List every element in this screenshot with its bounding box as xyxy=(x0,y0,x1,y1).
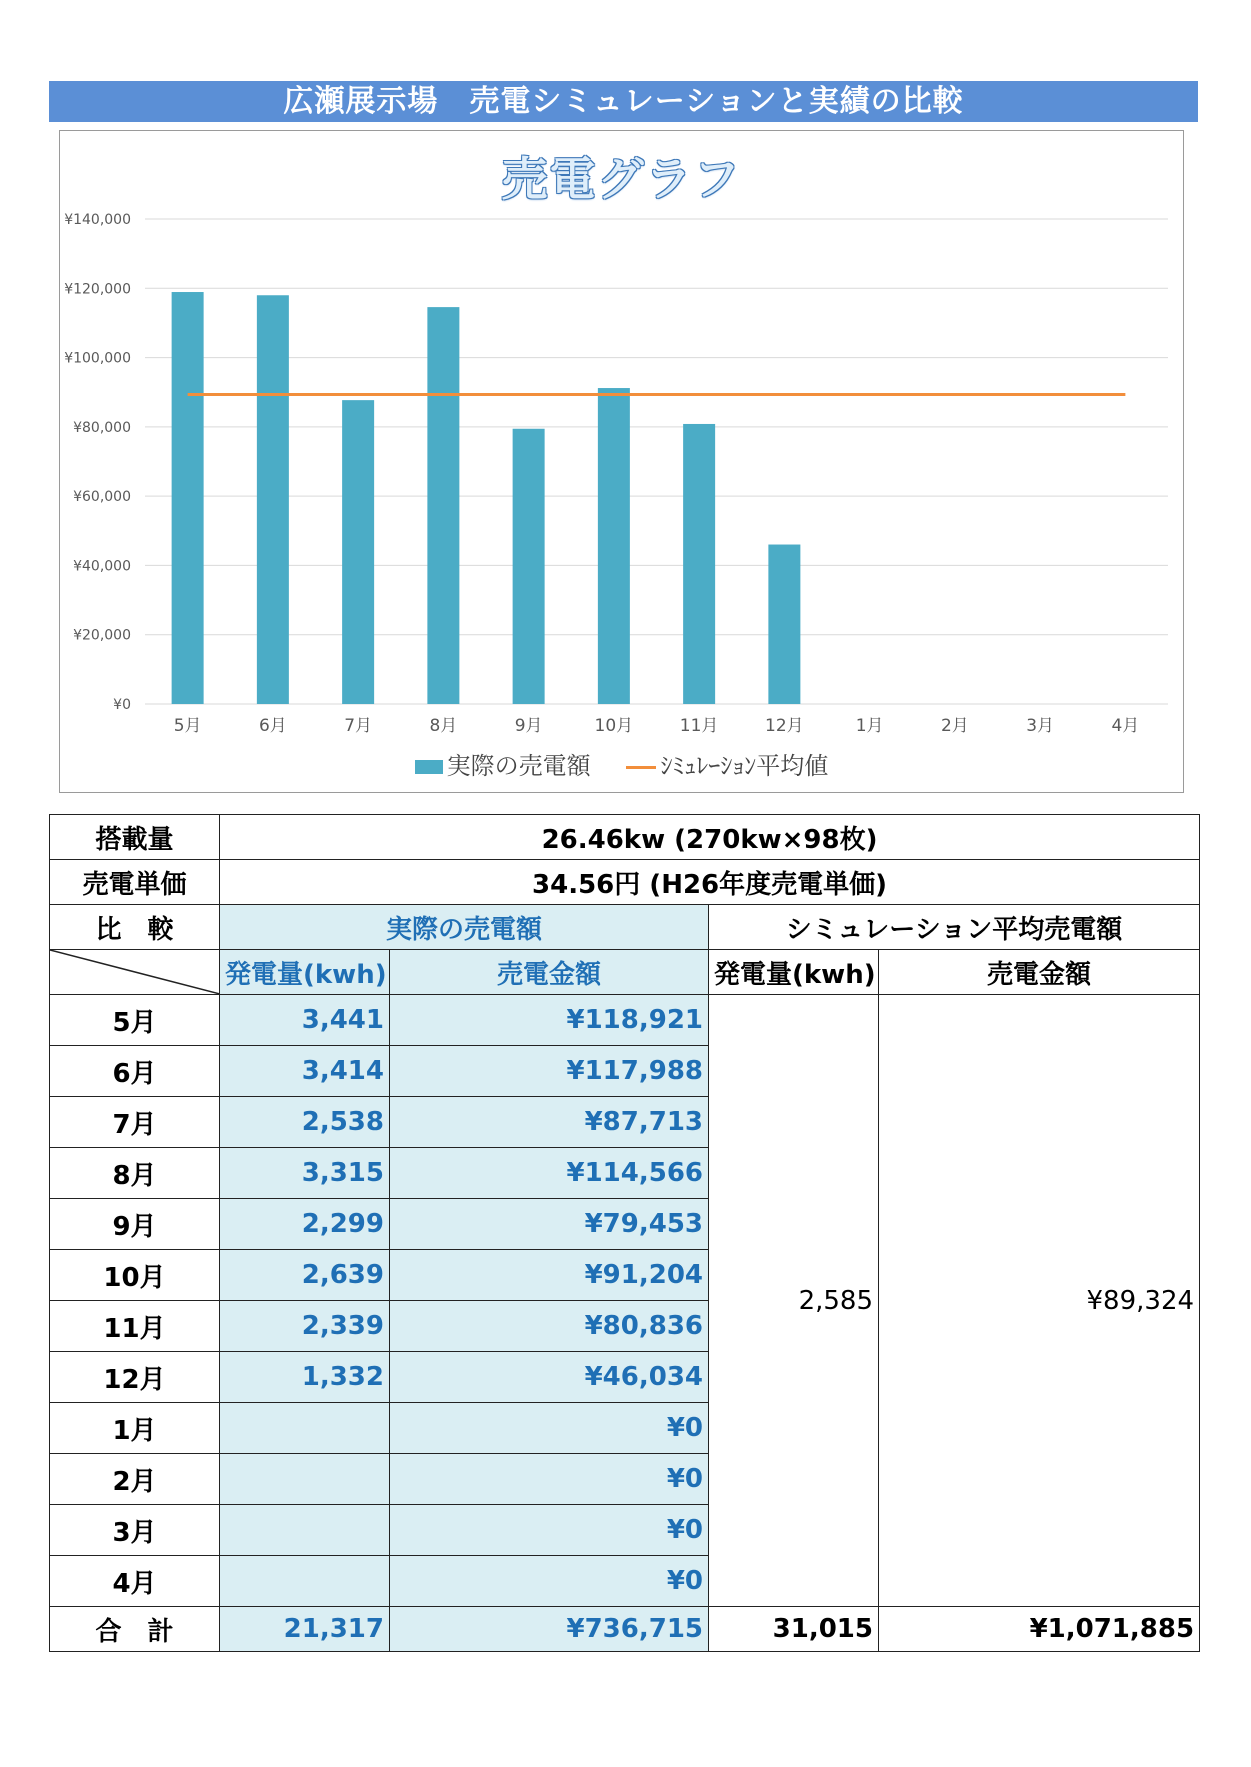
actual-amount-cell: ¥0 xyxy=(390,1556,709,1607)
x-tick-label: 8月 xyxy=(429,716,458,736)
y-tick-label: ¥120,000 xyxy=(64,281,131,298)
legend-label-actual: 実際の売電額 xyxy=(446,752,591,780)
actual-amount-cell: ¥80,836 xyxy=(390,1301,709,1352)
sales-chart xyxy=(59,130,1184,793)
month-cell: 7月 xyxy=(50,1097,220,1148)
month-cell: 4月 xyxy=(50,1556,220,1607)
actual-kwh-cell xyxy=(220,1556,390,1607)
total-row xyxy=(50,1607,1200,1652)
actual-kwh-header: 発電量(kwh) xyxy=(220,950,390,995)
actual-kwh-cell: 2,538 xyxy=(220,1097,390,1148)
page-title-banner: 広瀬展示場 売電シミュレーションと実績の比較 xyxy=(49,81,1198,122)
actual-kwh-cell xyxy=(220,1403,390,1454)
month-cell: 2月 xyxy=(50,1454,220,1505)
month-cell: 8月 xyxy=(50,1148,220,1199)
sim-header: シミュレーション平均売電額 xyxy=(709,905,1200,950)
column-header-row xyxy=(50,950,1200,995)
y-tick-label: ¥100,000 xyxy=(64,350,131,367)
total-sim-amount: ¥1,071,885 xyxy=(879,1607,1200,1652)
bar xyxy=(172,292,204,704)
total-amount: ¥736,715 xyxy=(390,1607,709,1652)
actual-amount-cell: ¥91,204 xyxy=(390,1250,709,1301)
legend-swatch-bar xyxy=(415,760,443,774)
bar xyxy=(257,295,289,704)
chart-title: 売電グラフ xyxy=(501,152,742,206)
actual-kwh-cell: 3,414 xyxy=(220,1046,390,1097)
actual-amount-header: 売電金額 xyxy=(390,950,709,995)
x-tick-label: 3月 xyxy=(1026,716,1055,736)
x-tick-label: 12月 xyxy=(765,716,804,736)
actual-amount-cell: ¥87,713 xyxy=(390,1097,709,1148)
diagonal-corner-cell xyxy=(50,950,220,995)
sim-kwh-cell: 2,585 xyxy=(709,995,879,1607)
x-tick-label: 2月 xyxy=(940,716,969,736)
actual-amount-cell: ¥79,453 xyxy=(390,1199,709,1250)
bar xyxy=(427,307,459,704)
bar xyxy=(513,429,545,704)
total-label: 合 計 xyxy=(50,1607,220,1652)
total-sim-kwh: 31,015 xyxy=(709,1607,879,1652)
month-cell: 5月 xyxy=(50,995,220,1046)
actual-kwh-cell xyxy=(220,1454,390,1505)
x-tick-label: 6月 xyxy=(258,716,287,736)
capacity-label: 搭載量 xyxy=(50,815,220,860)
x-tick-label: 7月 xyxy=(344,716,373,736)
capacity-value: 26.46kw (270kw×98枚) xyxy=(220,815,1200,860)
month-cell: 9月 xyxy=(50,1199,220,1250)
month-cell: 1月 xyxy=(50,1403,220,1454)
compare-header-row xyxy=(50,905,1200,950)
actual-kwh-cell: 3,441 xyxy=(220,995,390,1046)
unit-price-label: 売電単価 xyxy=(50,860,220,905)
bar xyxy=(342,400,374,704)
x-tick-label: 9月 xyxy=(514,716,543,736)
legend-label-sim: ｼﾐｭﾚｰｼｮﾝ平均値 xyxy=(660,752,829,780)
table-row xyxy=(50,995,1200,1046)
y-tick-label: ¥40,000 xyxy=(73,558,131,575)
actual-kwh-cell: 2,339 xyxy=(220,1301,390,1352)
actual-amount-cell: ¥118,921 xyxy=(390,995,709,1046)
y-tick-label: ¥60,000 xyxy=(73,489,131,506)
comparison-table xyxy=(49,814,1200,1652)
x-tick-label: 1月 xyxy=(855,716,884,736)
bar xyxy=(768,545,800,704)
total-kwh: 21,317 xyxy=(220,1607,390,1652)
legend-item-actual xyxy=(415,746,591,781)
bar xyxy=(598,388,630,704)
y-tick-label: ¥80,000 xyxy=(73,419,131,436)
actual-amount-cell: ¥0 xyxy=(390,1454,709,1505)
actual-amount-cell: ¥0 xyxy=(390,1505,709,1556)
capacity-row xyxy=(50,815,1200,860)
month-cell: 12月 xyxy=(50,1352,220,1403)
chart-plot xyxy=(60,131,1183,792)
actual-kwh-cell: 2,639 xyxy=(220,1250,390,1301)
actual-amount-cell: ¥46,034 xyxy=(390,1352,709,1403)
x-tick-label: 4月 xyxy=(1111,716,1140,736)
unit-price-row xyxy=(50,860,1200,905)
chart-legend xyxy=(60,746,1183,781)
legend-swatch-line xyxy=(626,766,656,769)
legend-item-sim xyxy=(626,746,828,781)
y-tick-label: ¥0 xyxy=(113,697,131,713)
bar xyxy=(683,424,715,704)
sim-kwh-header: 発電量(kwh) xyxy=(709,950,879,995)
x-tick-label: 5月 xyxy=(173,716,202,736)
actual-kwh-cell: 3,315 xyxy=(220,1148,390,1199)
actual-amount-cell: ¥117,988 xyxy=(390,1046,709,1097)
x-tick-label: 10月 xyxy=(594,716,634,736)
y-tick-label: ¥20,000 xyxy=(73,627,131,644)
sim-amount-header: 売電金額 xyxy=(879,950,1200,995)
month-cell: 11月 xyxy=(50,1301,220,1352)
month-cell: 10月 xyxy=(50,1250,220,1301)
month-cell: 6月 xyxy=(50,1046,220,1097)
actual-amount-cell: ¥0 xyxy=(390,1403,709,1454)
unit-price-value: 34.56円 (H26年度売電単価) xyxy=(220,860,1200,905)
y-tick-label: ¥140,000 xyxy=(64,212,131,228)
compare-label: 比 較 xyxy=(50,905,220,950)
diagonal-line xyxy=(50,950,220,994)
x-tick-label: 11月 xyxy=(679,716,719,736)
sim-amount-cell: ¥89,324 xyxy=(879,995,1200,1607)
actual-header: 実際の売電額 xyxy=(220,905,709,950)
actual-kwh-cell: 1,332 xyxy=(220,1352,390,1403)
actual-kwh-cell xyxy=(220,1505,390,1556)
month-cell: 3月 xyxy=(50,1505,220,1556)
actual-kwh-cell: 2,299 xyxy=(220,1199,390,1250)
actual-amount-cell: ¥114,566 xyxy=(390,1148,709,1199)
